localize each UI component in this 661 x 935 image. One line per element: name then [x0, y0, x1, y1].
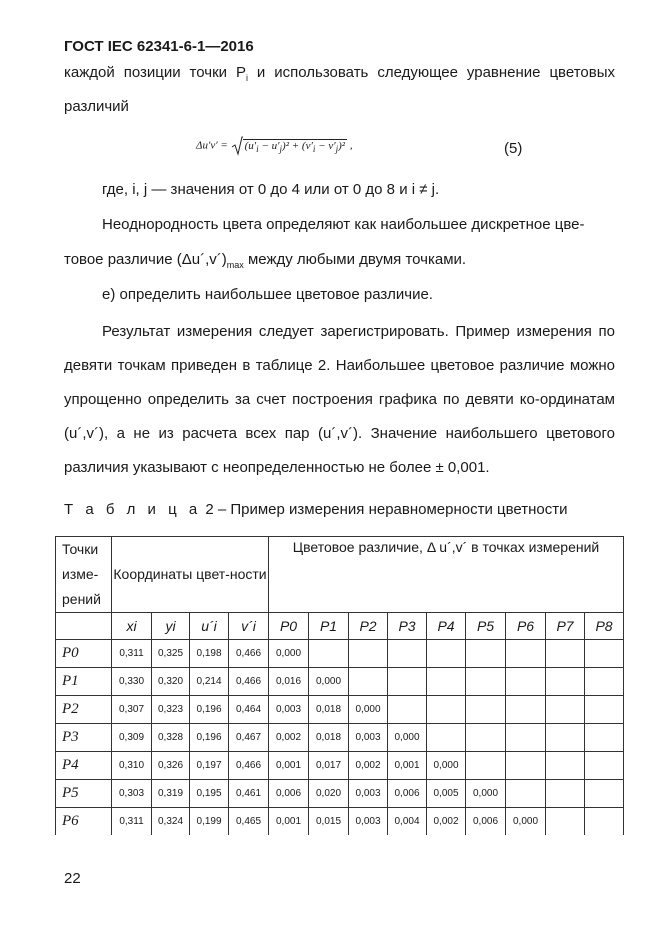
table-cell: 0,002 [349, 752, 388, 780]
table-cell: 0,003 [349, 724, 388, 752]
subscript: max [226, 260, 244, 270]
list-item-e: е) определить наибольшее цветовое различие. [102, 286, 433, 303]
table-cell: 0,018 [309, 696, 349, 724]
table-cell [309, 640, 349, 668]
formula-5: $\Delta u'v' = (u'_i - u'_j)^2 + (v'_i - v'_j)^2$ , [196, 136, 353, 156]
table-cell: 0,000 [388, 724, 427, 752]
document-header: ГОСТ IEC 62341-6-1—2016 [64, 38, 254, 55]
row-label: P6 [56, 808, 112, 836]
table-cell [585, 780, 624, 808]
table-cell [546, 752, 585, 780]
table-cell: 0,466 [229, 640, 269, 668]
table-cell [349, 640, 388, 668]
subheader-cell: P8 [585, 613, 624, 640]
table-cell: 0,311 [112, 808, 152, 836]
table-cell [388, 696, 427, 724]
table-cell [466, 752, 506, 780]
caption-number: 2 [201, 501, 214, 518]
table-cell [546, 780, 585, 808]
header-coordinates: Координаты цвет-ности [112, 537, 269, 613]
table-cell [546, 696, 585, 724]
table-cell [388, 640, 427, 668]
table-cell [585, 640, 624, 668]
equation-number: (5) [504, 140, 523, 157]
table-cell: 0,307 [112, 696, 152, 724]
table-cell: 0,000 [466, 780, 506, 808]
table-cell [546, 640, 585, 668]
table-cell [546, 808, 585, 836]
table-cell [546, 668, 585, 696]
table-cell: 0,466 [229, 668, 269, 696]
table-cell: 0,003 [269, 696, 309, 724]
nonuniformity-line-2 [64, 251, 466, 270]
row-label: P1 [56, 668, 112, 696]
table-cell: 0,196 [190, 696, 229, 724]
table-cell: 0,000 [427, 752, 466, 780]
table-cell: 0,199 [190, 808, 229, 836]
table-cell: 0,465 [229, 808, 269, 836]
table-cell: 0,467 [229, 724, 269, 752]
table-cell: 0,006 [269, 780, 309, 808]
table-cell: 0,000 [349, 696, 388, 724]
text-part: и использовать следующее уравнение цветовых [247, 64, 615, 81]
table-cell: 0,320 [152, 668, 190, 696]
table-cell: 0,198 [190, 640, 229, 668]
table-cell: 0,006 [388, 780, 427, 808]
table-cell: 0,466 [229, 752, 269, 780]
table-cell: 0,309 [112, 724, 152, 752]
header-points: Точки изме-рений [56, 537, 112, 613]
table-cell [506, 696, 546, 724]
row-label: P4 [56, 752, 112, 780]
table-cell [585, 668, 624, 696]
table-cell: 0,311 [112, 640, 152, 668]
table-cell: 0,004 [388, 808, 427, 836]
subheader-cell: u´i [190, 613, 229, 640]
table-row [56, 752, 624, 780]
text-part: каждой позиции точки P [64, 64, 246, 81]
table-cell: 0,328 [152, 724, 190, 752]
table-cell: 0,000 [506, 808, 546, 836]
table-cell: 0,324 [152, 808, 190, 836]
row-label: P2 [56, 696, 112, 724]
table-cell [349, 668, 388, 696]
table-cell: 0,020 [309, 780, 349, 808]
table-row [56, 668, 624, 696]
table-cell [506, 668, 546, 696]
row-label: P3 [56, 724, 112, 752]
sqrt-icon [231, 136, 243, 156]
table-cell [506, 724, 546, 752]
table-cell [506, 640, 546, 668]
table-cell [546, 724, 585, 752]
table-cell: 0,006 [466, 808, 506, 836]
table-cell [466, 696, 506, 724]
table-cell [427, 668, 466, 696]
table-cell: 0,195 [190, 780, 229, 808]
table-body [56, 640, 624, 836]
where-line: где, i, j — значения от 0 до 4 или от 0 до 8 и i ≠ j. [102, 181, 440, 198]
table-cell: 0,197 [190, 752, 229, 780]
table-cell [506, 752, 546, 780]
table-cell [506, 780, 546, 808]
caption-label: Т а б л и ц а [64, 501, 202, 518]
table-cell: 0,003 [349, 808, 388, 836]
table-cell: 0,303 [112, 780, 152, 808]
table-row [56, 808, 624, 836]
result-paragraph: Результат измерения следует зарегистрировать. Пример измерения по девяти точкам приведен в таблице 2. Наибольшее цветовое различие можно упрощенно определить за счет построения графика по девяти ко-ординатам (u´,v´), а не из расчета всех пар (u´,v´). Значение наибольшего цветового различия указывают с неопределенностью не более ± 0,001. [64, 323, 615, 476]
measurement-table [55, 536, 624, 835]
subheader-cell: P6 [506, 613, 546, 640]
subheader-cell: P4 [427, 613, 466, 640]
table-cell: 0,310 [112, 752, 152, 780]
subheader-cell: xi [112, 613, 152, 640]
subheader-cell: P7 [546, 613, 585, 640]
table-cell [585, 724, 624, 752]
subheader-cell: v´i [229, 613, 269, 640]
subheader-cell: P3 [388, 613, 427, 640]
table-cell [427, 640, 466, 668]
text-part: товое различие (Δu´,v´) [64, 251, 227, 268]
table-cell: 0,002 [269, 724, 309, 752]
nonuniformity-line-1: Неоднородность цвета определяют как наибольшее дискретное цве- [102, 216, 585, 233]
table-cell: 0,325 [152, 640, 190, 668]
table-cell: 0,214 [190, 668, 229, 696]
row-label: P5 [56, 780, 112, 808]
table-cell [466, 724, 506, 752]
header-points-cont [56, 613, 112, 640]
table-cell: 0,326 [152, 752, 190, 780]
table-cell [466, 640, 506, 668]
subheader-cell: P5 [466, 613, 506, 640]
table-cell: 0,001 [269, 808, 309, 836]
table-cell: 0,001 [388, 752, 427, 780]
table-cell [427, 724, 466, 752]
subheader-cell: yi [152, 613, 190, 640]
table-cell: 0,000 [269, 640, 309, 668]
caption-text: – Пример измерения неравномерности цветности [213, 501, 568, 518]
table-cell: 0,464 [229, 696, 269, 724]
table-subheader-row [56, 613, 624, 640]
table-cell: 0,003 [349, 780, 388, 808]
table-cell: 0,005 [427, 780, 466, 808]
table-cell: 0,000 [309, 668, 349, 696]
row-label: P0 [56, 640, 112, 668]
table-cell [466, 668, 506, 696]
subscript: i [245, 73, 248, 83]
table-cell: 0,319 [152, 780, 190, 808]
page-number: 22 [64, 870, 81, 887]
table-row [56, 640, 624, 668]
table-cell: 0,323 [152, 696, 190, 724]
table-cell [585, 808, 624, 836]
table-row [56, 696, 624, 724]
subheader-cell: P2 [349, 613, 388, 640]
text-line-1 [64, 64, 615, 83]
text-part: между любыми двумя точками. [243, 251, 467, 268]
table-cell: 0,001 [269, 752, 309, 780]
table-cell [388, 668, 427, 696]
table-caption [64, 501, 568, 518]
table-cell: 0,015 [309, 808, 349, 836]
table-cell: 0,018 [309, 724, 349, 752]
table-cell: 0,461 [229, 780, 269, 808]
subheader-cell: P1 [309, 613, 349, 640]
table-cell: 0,330 [112, 668, 152, 696]
text-line-2: различий [64, 98, 129, 115]
table-cell: 0,002 [427, 808, 466, 836]
table-cell: 0,017 [309, 752, 349, 780]
table-cell [585, 696, 624, 724]
table-cell: 0,196 [190, 724, 229, 752]
table-cell: 0,016 [269, 668, 309, 696]
table-row [56, 780, 624, 808]
header-color-difference: Цветовое различие, Δ u´,v´ в точках измерений [269, 537, 624, 613]
table-cell [427, 696, 466, 724]
subheader-cell: P0 [269, 613, 309, 640]
table-cell [585, 752, 624, 780]
table-row [56, 724, 624, 752]
